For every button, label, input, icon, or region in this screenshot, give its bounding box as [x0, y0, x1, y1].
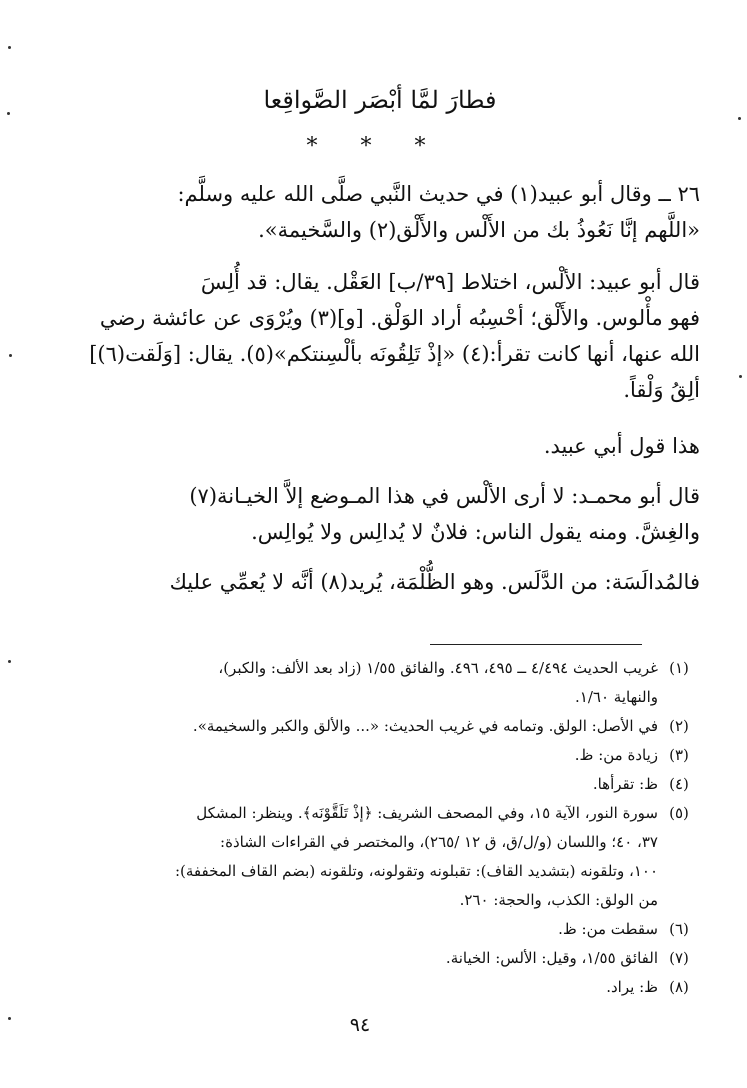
page-number: ٩٤ — [349, 1014, 371, 1036]
footnote-line: في الأصل: الولق. وتمامه في غريب الحديث: «... والألق والكبر والسخيمة». — [192, 717, 658, 735]
text-line: قال أبو محمـد: لا أرى الألْس في هذا المـوضع إلاَّ الخيـانة(٧) — [189, 484, 700, 508]
footnote — [48, 799, 700, 915]
margin-speck — [9, 354, 12, 357]
margin-speck — [739, 375, 742, 378]
text-line: هذا قول أبي عبيد. — [543, 434, 700, 458]
paragraph-hadith — [52, 176, 700, 248]
text-line: والغِشَّ. ومنه يقول الناس: فلانٌ لا يُدالِس ولا يُوالِس. — [251, 520, 700, 544]
margin-speck — [738, 117, 741, 120]
margin-speck — [8, 660, 11, 663]
footnote-line: سقطت من: ظ. — [558, 920, 658, 938]
footnote-line: ظ: يراد. — [606, 978, 658, 996]
footnote-number: (٢) — [669, 717, 689, 735]
footnote-line: ١٠٠، وتلقونه (بتشديد القاف): تقبلونه وتقولونه، وتلقونه (بضم القاف المخففة): — [174, 862, 658, 880]
footnote-text — [48, 973, 658, 1002]
footnote — [48, 915, 700, 944]
text-line: فالمُدالَسَة: من الدَّلَس. وهو الظُّلْمَة، يُريد(٨) أنَّه لا يُعمِّي عليك — [169, 570, 700, 594]
footnote — [48, 712, 700, 741]
footnote-text — [48, 915, 658, 944]
footnote-text — [48, 741, 658, 770]
footnote-line: غريب الحديث ٤/٤٩٤ ــ ٤٩٥، ٤٩٦. والفائق ١/٥٥ (زاد بعد الألف: والكبر)، — [218, 659, 658, 677]
footnote-line: ظ: تقرأها. — [592, 775, 658, 793]
footnote-text — [48, 770, 658, 799]
section-separator: * * * — [306, 134, 444, 159]
margin-speck — [8, 1017, 11, 1020]
text-line: ٢٦ ــ وقال أبو عبيد(١) في حديث النَّبي صلَّى الله عليه وسلَّم: — [177, 182, 700, 206]
text-line: الله عنها، أنها كانت تقرأ:(٤) «إذْ تَلِقُونَه بألْسِنتكم»(٥). يقال: [وَلَقت(٦)] — [89, 342, 700, 366]
footnote-line: والنهاية ١/٦٠. — [575, 688, 658, 706]
footnote — [48, 741, 700, 770]
text-line: فهو مأْلوس. والأَلْق؛ أحْسِبُه أراد الوَلْق. [و](٣) ويُرْوَى عن عائشة رضي — [99, 306, 700, 330]
footnote-text — [48, 944, 658, 973]
footnote-line: ٣٧، ٤٠؛ واللسان (و/ل/ق، ق ١٢ /٢٦٥)، والمختصر في القراءات الشاذة: — [220, 833, 658, 851]
footnote-number: (٤) — [669, 775, 689, 793]
paragraph-mudalasa — [52, 564, 700, 600]
footnote-line: سورة النور، الآية ١٥، وفي المصحف الشريف: ﴿إذْ تَلَقَّوْنَه﴾. وينظر: المشكل — [196, 804, 658, 822]
footnote-line: الفائق ١/٥٥، وقيل: الألس: الخيانة. — [445, 949, 658, 967]
footnote-number: (٨) — [669, 978, 689, 996]
footnote-line: من الولق: الكذب، والحجة: ٢٦٠. — [459, 891, 658, 909]
footnote-text — [48, 712, 658, 741]
footnote-text — [48, 799, 658, 915]
footnote-line: زيادة من: ظ. — [574, 746, 658, 764]
footnote — [48, 770, 700, 799]
footnote-number: (١) — [669, 659, 689, 677]
paragraph-abu-muhammad — [52, 478, 700, 550]
paragraph-statement — [52, 428, 700, 464]
footnote-text — [48, 654, 658, 712]
footnote-divider — [430, 644, 642, 645]
footnote — [48, 973, 700, 1002]
footnote-number: (٦) — [669, 920, 689, 938]
footnote — [48, 944, 700, 973]
footnote-number: (٧) — [669, 949, 689, 967]
footnote-number: (٥) — [669, 804, 689, 822]
paragraph-abu-ubayd — [52, 264, 700, 408]
footnote-number: (٣) — [669, 746, 689, 764]
text-line: ألِقُ وَلْقاً. — [623, 378, 700, 402]
margin-speck — [7, 112, 10, 115]
margin-speck — [8, 46, 11, 49]
footnote — [48, 654, 700, 712]
footnotes — [48, 654, 700, 1002]
text-line: «اللَّهم إنَّا نَعُوذُ بك من الأَلْس والأَلْق(٢) والسَّخيمة». — [258, 218, 700, 242]
poetry-verse: فطارَ لمَّا أبْصَر الصَّواقِعا — [263, 86, 497, 114]
text-line: قال أبو عبيد: الألْس، اختلاط [٣٩/ب] العَقْل. يقال: قد أُلِسَ — [200, 270, 700, 294]
